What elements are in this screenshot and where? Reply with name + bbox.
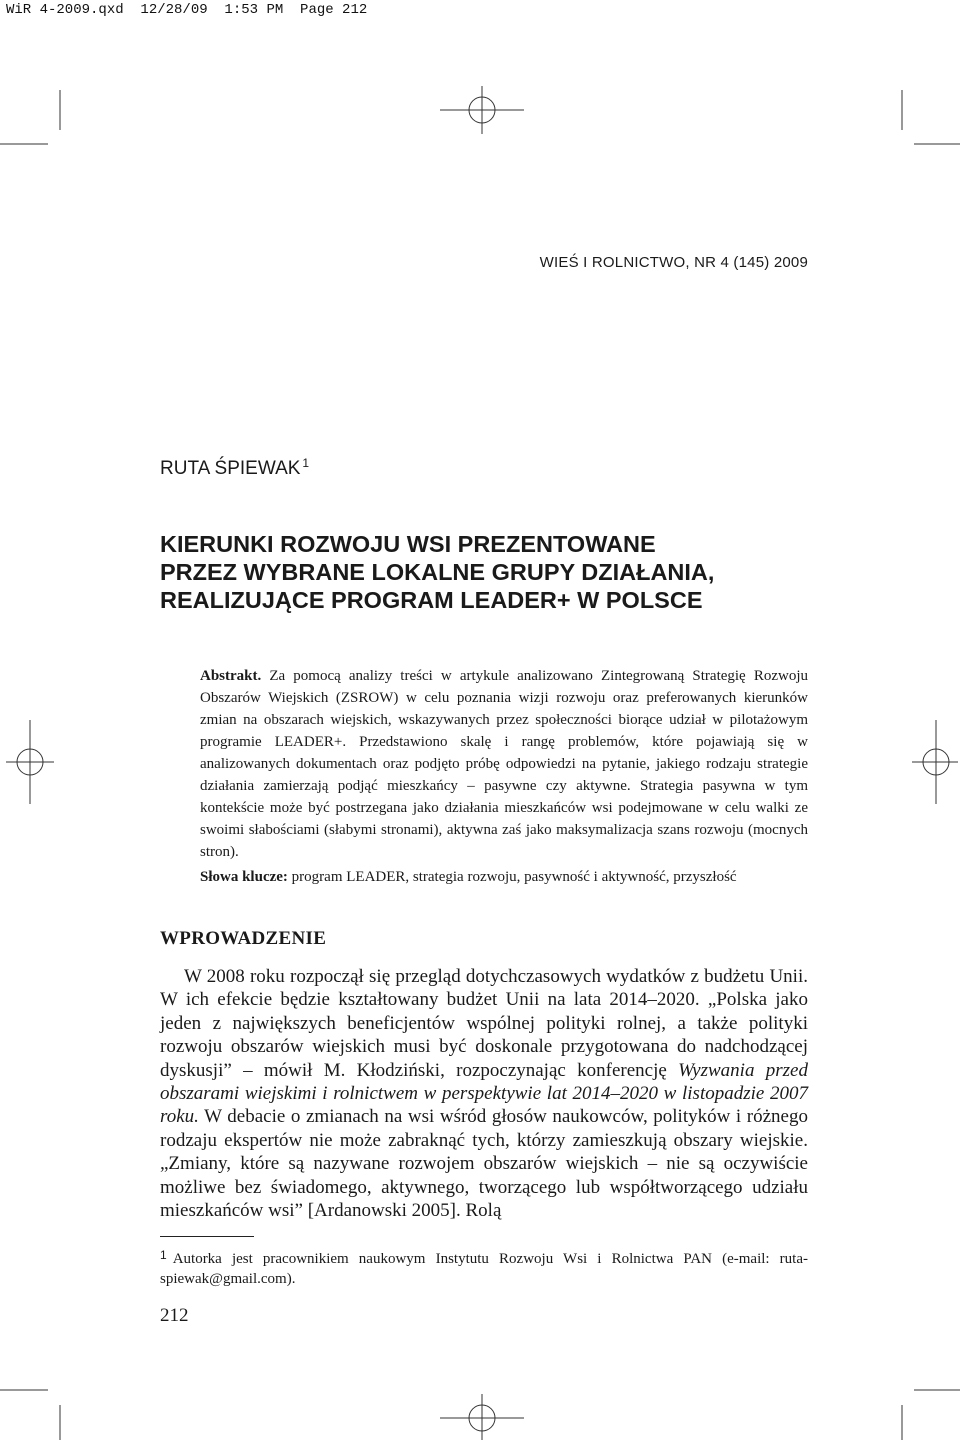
author-footnote-ref: 1 <box>302 456 310 470</box>
keywords-text: program LEADER, strategia rozwoju, pasywność i aktywność, przyszłość <box>291 869 737 885</box>
abstract-text: Za pomocą analizy treści w artykule analizowano Zintegrowaną Strategię Rozwoju Obszarów Wiejskich (ZSROW) w celu poznania wizji rozwoju oraz preferowanych kierunków zmian na obszarach wiejskich, wskazywanych przez społeczności biorące udział w pilotażowym programie LEADER+. Przedstawiono skalę i rangę problemów, które pojawiają się w analizowanych dokumentach oraz podjęto próbę odpowiedzi na pytanie, jakiego rodzaju strategie działania zamierzają podjąć mieszkańcy – pasywne czy aktywne. Strategia pasywna w tym kontekście może być postrzegana jako działania mieszkańców wsi podejmowane w celu walki ze swoimi słabościami (słabymi stronami), aktywna zaś jako maksymalizacja szans rozwoju (mocnych stron). <box>200 668 808 860</box>
registration-target-left <box>6 720 54 804</box>
print-slug-line: WiR 4-2009.qxd 12/28/09 1:53 PM Page 212 <box>6 2 368 18</box>
keywords-line <box>200 866 820 888</box>
footnote-separator <box>160 1236 254 1237</box>
body-text-italic-title: Wyzwania przed obszarami wiejskimi i rolnictwem w perspektywie lat 2014–2020 w listopadzie 2007 roku. <box>160 1059 808 1128</box>
footnote-text: Autorka jest pracownikiem naukowym Instytutu Rozwoju Wsi i Rolnictwa PAN (e-mail: ruta-spiewak@gmail.com). <box>160 1251 808 1287</box>
author-name <box>160 456 309 480</box>
body-text-part-2: W debacie o zmianach na wsi wśród głosów naukowców, polityków i różnego rodzaju ekspertów nie może zabraknąć tych, którzy zamieszkują obszary wiejskie. „Zmiany, które są nazywane rozwojem obszarów wiejskich – nie są oczywiście możliwe bez świadomego, aktywnego, tworzącego lub współtworzącego udziału mieszkańców wsi” [Ardanowski 2005]. Rolą <box>160 1106 808 1222</box>
abstract-paragraph <box>200 665 808 863</box>
title-line-3: REALIZUJĄCE PROGRAM LEADER+ W POLSCE <box>160 587 703 613</box>
section-heading-introduction: WPROWADZENIE <box>160 928 327 949</box>
author-name-text: RUTA ŚPIEWAK <box>160 458 301 479</box>
page-number: 212 <box>160 1305 189 1326</box>
title-line-2: PRZEZ WYBRANE LOKALNE GRUPY DZIAŁANIA, <box>160 559 715 585</box>
title-line-1: KIERUNKI ROZWOJU WSI PREZENTOWANE <box>160 531 656 557</box>
body-text-part-1: W 2008 roku rozpoczął się przegląd dotychczasowych wydatków z budżetu Unii. W ich efekcie będzie kształtowany budżet Unii na lata 2014–2020. „Polska jako jeden z największych beneficjentów wspólnej polityki rolnej, a także polityki rozwoju obszarów wiejskich musi być doskonale przygotowana do nadchodzącej dyskusji” – mówił M. Kłodziński, rozpoczynając konferencję <box>160 966 808 1081</box>
body-paragraph <box>160 965 808 1222</box>
registration-target-top <box>440 86 524 134</box>
footnote-number: 1 <box>160 1248 167 1262</box>
journal-header: WIEŚ I ROLNICTWO, NR 4 (145) 2009 <box>539 254 808 271</box>
registration-target-bottom <box>440 1394 524 1440</box>
abstract-label: Abstrakt. <box>200 668 262 684</box>
keywords-label: Słowa klucze: <box>200 869 288 885</box>
article-title <box>160 530 860 614</box>
registration-target-right <box>912 720 958 804</box>
footnote <box>160 1245 808 1289</box>
